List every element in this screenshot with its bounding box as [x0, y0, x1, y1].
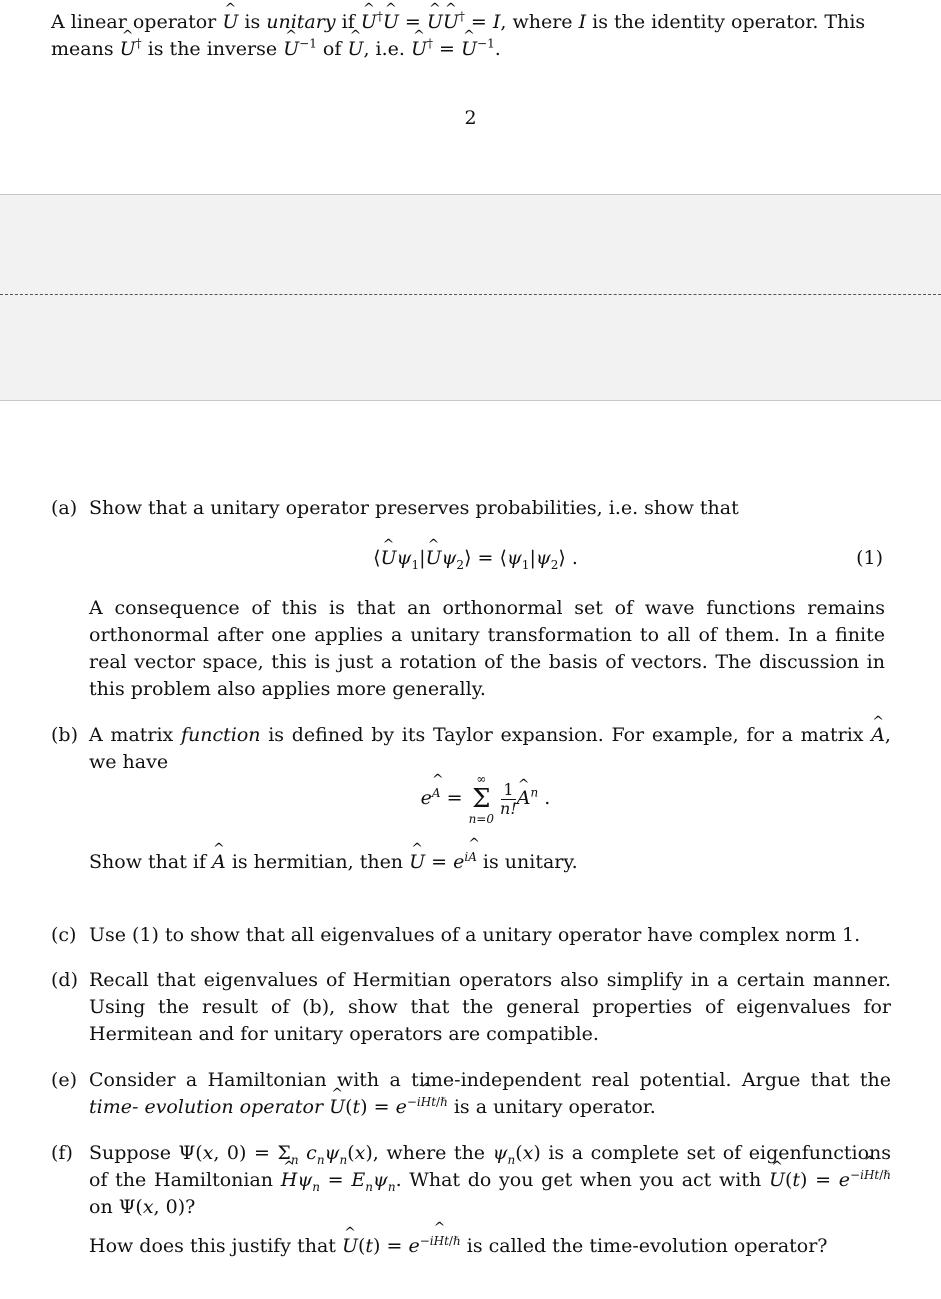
part-d	[51, 967, 891, 1048]
part-c-label: (c)	[51, 924, 77, 946]
part-d-label: (d)	[51, 969, 78, 991]
part-f-label: (f)	[51, 1142, 73, 1164]
fraction: $\frac{1}{n!}$	[500, 779, 517, 818]
part-b: (b) A matrix function is defined by its Taylor expansion. For example, for a matrix ^ A, we have	[51, 722, 891, 776]
page-number: 2	[464, 107, 477, 129]
part-a-label: (a)	[51, 497, 78, 519]
operator-U: ^ U	[222, 9, 238, 36]
part-b-label: (b)	[51, 724, 78, 746]
part-b-show: Show that if ^ A is hermitian, then ^ $U = e^{iA}$ is unitary.	[89, 849, 885, 876]
part-a-text: Show that a unitary operator preserves probabilities, i.e. show that	[89, 497, 739, 519]
intro-paragraph: A linear operator ^ U is unitary if ^ U†^ U = ^ U^ U† = I, where I is the identity operator. This means ^ U† is the inverse ^ $U^{-1}$ of ^ U, i.e. ^ U† = ^ $U^{-1}$.	[51, 9, 891, 63]
part-d-text: Recall that eigenvalues of Hermitian operators also simplify in a certain manner. Using the result of (b), show that the general properties of eigenvalues for Hermitean and for unitary operators are compatible.	[89, 969, 891, 1045]
part-f: (f) Suppose Ψ(x, $0) = \Sigma_n$ $c_n\psi_n(x)$, where the $\psi_n(x)$ is a complete set of eigenfunctions of the Hamiltonian ^ $H\psi_n = E_n\psi_n$. What do you get when you act with ^ $U(t) = e^{-iHt/\hbar}$ on Ψ(x, 0)? How does this justify that ^ $U(t) = e^{-iHt/\hbar}$ is called the time-evolution operator?	[51, 1140, 891, 1260]
equation-number: (1)	[856, 547, 883, 569]
taylor-expansion: $e^A$ = ∞ Σ n=0 $\frac{1}{n!}$ ^ $A^n$ .	[0, 772, 941, 826]
part-c-text: Use (1) to show that all eigenvalues of a unitary operator have complex norm 1.	[89, 924, 861, 946]
part-a-consequence: A consequence of this is that an orthonormal set of wave functions remains orthonormal after one applies a unitary transformation to all of them. In a finite real vector space, this is just a rotation of the basis of vectors. The discussion in this problem also applies more generally.	[89, 597, 885, 700]
part-a	[51, 495, 891, 522]
summation-symbol: ∞ Σ n=0	[468, 772, 494, 826]
page-break-band	[0, 194, 941, 401]
part-e-label: (e)	[51, 1069, 78, 1091]
part-e: (e) Consider a Hamiltonian with a time-independent real potential. Argue that the time- evolution operator ^ $U(t) = e^{-iHt/\hbar}$ is a unitary operator.	[51, 1067, 891, 1121]
equation-1: ⟨^ $U\psi_1|\^{}$ $U\psi_2⟩$ = $⟨\psi_1|\psi_2⟩$ . (1)	[0, 545, 941, 572]
part-c	[51, 922, 891, 949]
page-break-line	[0, 294, 941, 295]
